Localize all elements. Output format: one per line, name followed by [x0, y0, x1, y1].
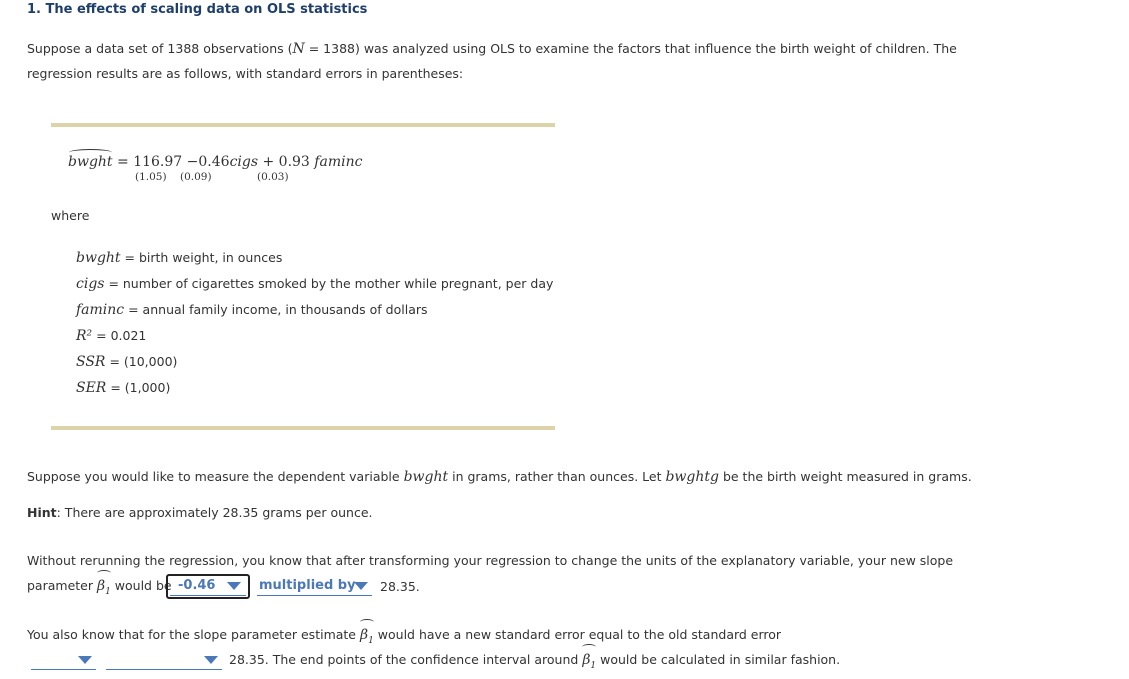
- slope-value-dropdown[interactable]: [170, 578, 246, 596]
- definition-text: = (10,000): [105, 354, 178, 369]
- question1-line2: [27, 574, 172, 604]
- equation-box-bottom-rule: [51, 426, 555, 430]
- operation-dropdown[interactable]: [257, 578, 372, 596]
- question2-text-c: 28.35. The end points of the confidence interval around: [229, 652, 583, 667]
- se-intercept: (1.05): [135, 171, 167, 183]
- definition-var: R²: [76, 328, 93, 344]
- definition-var: faminc: [76, 302, 125, 318]
- scenario-text-c: be the birth weight measured in grams.: [718, 469, 972, 484]
- question2-text-a: You also know that for the slope parameter estimate: [27, 627, 360, 642]
- operation-dropdown-value: multiplied by: [259, 578, 356, 593]
- equation-equals: =: [112, 154, 134, 170]
- intro-text-a: Suppose a data set of 1388 observations (: [27, 41, 293, 56]
- question1-line1: Without rerunning the regression, you know that after transforming your regression to change the units of the explanatory variable, your new slope: [27, 553, 954, 568]
- beta-symbol: β: [359, 627, 369, 643]
- chevron-down-icon: [227, 582, 241, 590]
- beta-subscript: 1: [105, 586, 111, 597]
- scenario-text: [27, 465, 972, 489]
- chevron-down-icon: [78, 656, 92, 664]
- definition-text: = annual family income, in thousands of dollars: [124, 302, 428, 317]
- slope-value-dropdown-value: -0.46: [178, 578, 216, 593]
- beta-hat: [97, 574, 111, 604]
- chevron-down-icon: [204, 656, 218, 664]
- beta-symbol: β: [582, 652, 591, 668]
- regression-equation: [68, 154, 362, 170]
- question2-text-d: would be calculated in similar fashion.: [596, 652, 841, 667]
- se-cigs: (0.09): [180, 171, 212, 183]
- definition-var: bwght: [76, 250, 121, 266]
- intro-n-var: N: [292, 41, 305, 57]
- definition-ssr: [76, 354, 177, 370]
- chevron-down-icon: [354, 582, 368, 590]
- equation-var-cigs: cigs: [229, 154, 259, 170]
- se-comparison-dropdown[interactable]: [31, 652, 96, 670]
- definition-r2: [76, 328, 146, 344]
- equation-intercept: 116.97: [133, 154, 183, 170]
- beta-subscript: 1: [590, 660, 597, 671]
- scenario-text-a: Suppose you would like to measure the dependent variable: [27, 469, 404, 484]
- equation-coef-faminc: 0.93: [278, 154, 315, 170]
- definition-var: cigs: [76, 276, 105, 292]
- hint: [27, 501, 373, 525]
- scenario-var-bwghtg: bwghtg: [665, 469, 719, 485]
- definition-text: = (1,000): [106, 380, 171, 395]
- question1-prefix: parameter: [27, 578, 97, 593]
- definition-text: = 0.021: [92, 328, 147, 343]
- beta-hat: [582, 648, 596, 678]
- beta-subscript: 1: [368, 635, 374, 646]
- intro-line-2: regression results are as follows, with standard errors in parentheses:: [27, 66, 464, 81]
- beta-symbol: β: [96, 578, 106, 594]
- question1-mid: would be: [110, 578, 172, 593]
- equation-plus: +: [258, 154, 279, 170]
- question2-line2: [229, 648, 840, 678]
- definition-text: = birth weight, in ounces: [120, 250, 283, 265]
- where-label: where: [51, 208, 90, 223]
- intro-text-b: = 1388) was analyzed using OLS to examine the factors that influence the birth weight of children. The: [304, 41, 957, 56]
- definition-bwght: [76, 250, 282, 266]
- definition-var: SER: [76, 380, 107, 396]
- scenario-var-bwght: bwght: [403, 469, 449, 485]
- se-operation-dropdown[interactable]: [106, 652, 222, 670]
- hint-label: Hint: [27, 505, 57, 520]
- scenario-text-b: in grams, rather than ounces. Let: [448, 469, 666, 484]
- equation-var-faminc: faminc: [314, 154, 363, 170]
- se-faminc: (0.03): [257, 171, 289, 183]
- definition-ser: [76, 380, 170, 396]
- page-title: 1. The effects of scaling data on OLS statistics: [27, 2, 368, 17]
- question2-text-b: would have a new standard error equal to the old standard error: [373, 627, 782, 642]
- definition-faminc: [76, 302, 428, 318]
- equation-lhs: bwght: [68, 154, 113, 170]
- definition-text: = number of cigarettes smoked by the mother while pregnant, per day: [104, 276, 554, 291]
- intro-line-1: [27, 37, 957, 61]
- question1-suffix: 28.35.: [380, 579, 420, 594]
- hint-text: : There are approximately 28.35 grams per ounce.: [56, 505, 373, 520]
- definition-cigs: [76, 276, 553, 292]
- equation-coef-cigs: −0.46: [182, 154, 230, 170]
- definition-var: SSR: [76, 354, 106, 370]
- equation-box-top-rule: [51, 123, 555, 127]
